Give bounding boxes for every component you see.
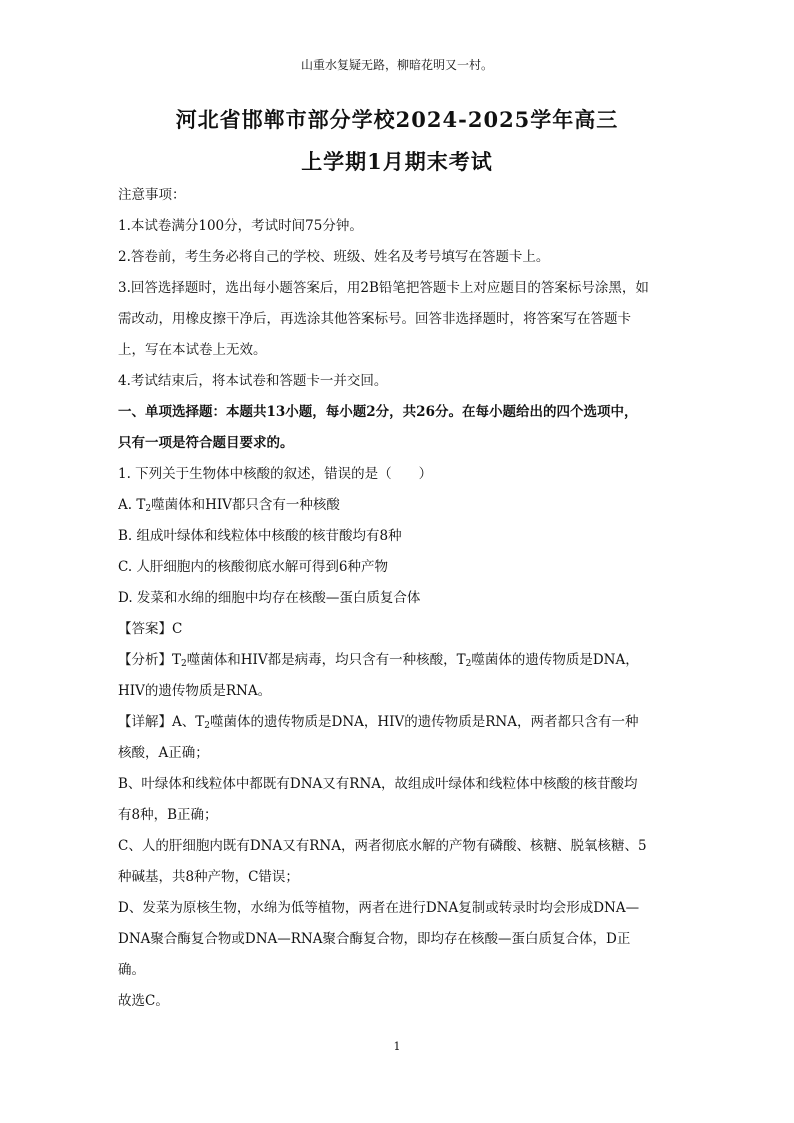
question-1-option-d: D. 发菜和水绵的细胞中均存在核酸—蛋白质复合体 — [118, 590, 421, 606]
note-2: 2.答卷前，考生务必将自己的学校、班级、姓名及考号填写在答题卡上。 — [118, 249, 550, 265]
analysis-line-1 — [118, 645, 678, 676]
analysis-subscript-1: 2 — [181, 659, 187, 669]
analysis-subscript-2: 2 — [465, 659, 472, 669]
page-number: 1 — [393, 1040, 401, 1053]
option-a-prefix: A. T — [118, 497, 146, 513]
section-heading-line-1: 一、单项选择题：本题共13小题，每小题2分，共26分。在每小题给出的四个选项中， — [118, 404, 638, 420]
detail-line-2: 核酸，A正确； — [118, 745, 209, 761]
detail-b-line-2: 有8种，B正确； — [118, 807, 218, 823]
detail-d-line-2: DNA聚合酶复合物或DNA—RNA聚合酶复合物，即均存在核酸—蛋白质复合体，D正 — [118, 931, 631, 947]
answer-line: 【答案】C — [118, 621, 183, 637]
detail-d-line-3: 确。 — [118, 962, 145, 978]
detail-line-1 — [118, 707, 678, 738]
note-3-line-1: 3.回答选择题时，选出每小题答案后，用2B铅笔把答题卡上对应题目的答案标号涂黑，如 — [118, 280, 649, 296]
note-4: 4.考试结束后，将本试卷和答题卡一并交回。 — [118, 373, 388, 389]
notes-heading: 注意事项： — [118, 187, 186, 203]
detail-d-line-1: D、发菜为原核生物，水绵为低等植物，两者在进行DNA复制或转录时均会形成DNA— — [118, 900, 640, 916]
question-1-option-c: C. 人肝细胞内的核酸彻底水解可得到6种产物 — [118, 559, 389, 575]
option-a-subscript: 2 — [145, 504, 152, 514]
conclusion-line: 故选C。 — [118, 993, 169, 1009]
page-title-line-1: 河北省邯郸市部分学校2024-2025学年高三 — [175, 107, 619, 132]
analysis-line-2: HIV的遗传物质是RNA。 — [118, 683, 272, 699]
document-body — [118, 180, 678, 1017]
detail-text: 噬菌体的遗传物质是DNA，HIV的遗传物质是RNA，两者都只含有一种 — [210, 714, 639, 730]
question-1-stem: 1. 下列关于生物体中核酸的叙述，错误的是（ ） — [118, 466, 433, 482]
question-1-option-b: B. 组成叶绿体和线粒体中核酸的核苷酸均有8种 — [118, 528, 402, 544]
detail-c-line-2: 种碱基，共8种产物，C错误； — [118, 869, 299, 885]
detail-c-line-1: C、人的肝细胞内既有DNA又有RNA，两者彻底水解的产物有磷酸、核糖、脱氧核糖、5 — [118, 838, 647, 854]
page-title-line-2: 上学期1月期末考试 — [301, 149, 493, 174]
question-1-option-a — [118, 490, 678, 521]
header-motto: 山重水复疑无路，柳暗花明又一村。 — [300, 58, 493, 72]
analysis-end: 噬菌体的遗传物质是DNA， — [471, 652, 639, 668]
note-3-line-2: 需改动，用橡皮擦干净后，再选涂其他答案标号。回答非选择题时，将答案写在答题卡 — [118, 311, 631, 327]
detail-subscript: 2 — [204, 721, 210, 731]
analysis-middle: 噬菌体和HIV都是病毒，均只含有一种核酸，T — [186, 652, 466, 668]
detail-prefix: 【详解】A、T — [118, 714, 205, 730]
note-1: 1.本试卷满分100分，考试时间75分钟。 — [118, 218, 363, 234]
option-a-text: 噬菌体和HIV都只含有一种核酸 — [151, 497, 340, 513]
analysis-prefix: 【分析】T — [118, 652, 182, 668]
detail-b-line-1: B、叶绿体和线粒体中都既有DNA又有RNA，故组成叶绿体和线粒体中核酸的核苷酸均 — [118, 776, 638, 792]
note-3-line-3: 上，写在本试卷上无效。 — [118, 342, 267, 358]
section-heading-line-2: 只有一项是符合题目要求的。 — [118, 435, 294, 451]
